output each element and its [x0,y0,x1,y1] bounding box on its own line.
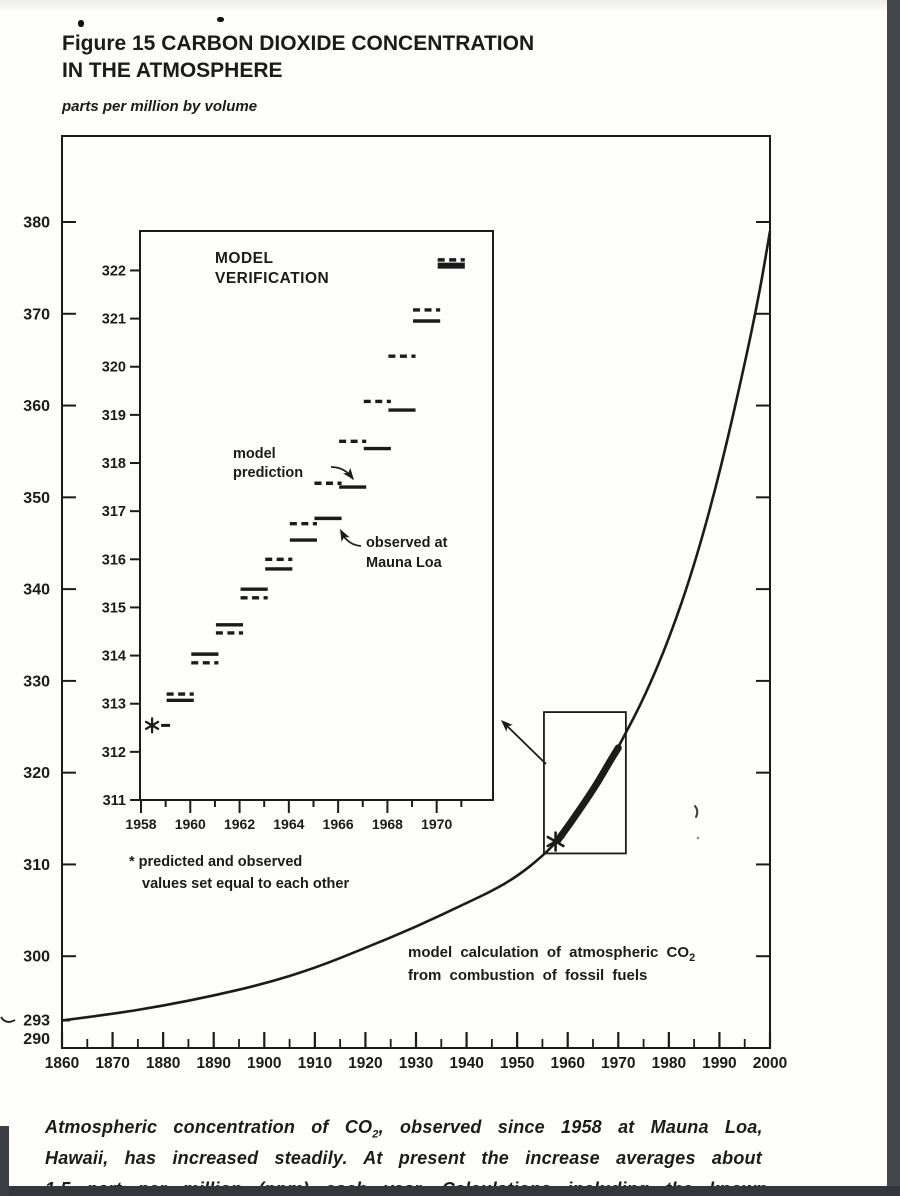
inset-y-tick-label: 317 [101,504,126,521]
main-x-tick-label: 1890 [196,1055,231,1072]
main-x-tick-label: 1980 [651,1055,687,1072]
inset-y-tick-label: 322 [101,263,126,280]
inset-frame [140,231,493,800]
scan-dark-edge-left [0,1126,9,1196]
observed-label-line2: Mauna Loa [366,555,442,571]
footnote-line1: * predicted and observed [129,854,303,870]
figure-title-line1: Figure 15 CARBON DIOXIDE CONCENTRATION [62,32,535,55]
observed-label-line1: observed at [366,535,448,551]
scan-artifacts [695,806,699,839]
inset-y-tick-label: 312 [101,744,126,761]
main-y-tick-label: 360 [23,398,50,416]
main-x-tick-label: 1920 [348,1055,383,1072]
main-x-tick-label: 1960 [550,1055,585,1072]
inset-y-tick-label: 319 [101,407,126,424]
main-x-tick-label: 1880 [145,1055,181,1072]
main-x-tick-label: 1930 [398,1055,434,1072]
model-prediction-label-line1: model [233,446,276,462]
inset-y-tick-label: 313 [101,696,126,713]
inset-title-line2: VERIFICATION [215,270,330,287]
curve-annotation-line1: model calculation of atmospheric $CO_2$ [408,944,696,964]
caption-line-1: Atmospheric concentration of $CO_2$, observed since 1958 at Mauna Loa, [45,1117,763,1141]
caption-co2-subscript: 2 [372,1128,379,1141]
main-x-tick-label: 1870 [95,1055,130,1072]
inset-x-axis [125,800,461,832]
main-x-axis [45,1032,787,1072]
y-axis-unit-label: parts per million by volume [62,98,258,115]
main-x-tick-label: 1900 [247,1055,282,1072]
figure-title-line2: IN THE ATMOSPHERE [62,59,283,82]
main-y-tick-label: 370 [23,306,50,324]
inset-y-tick-label: 316 [101,552,126,569]
caption-line-2: Hawaii, has increased steadily. At present the increase averages about [45,1148,762,1168]
main-y-tick-label: 300 [23,948,50,966]
inset-x-tick-label: 1964 [273,816,305,832]
inset-y-tick-label: 314 [101,648,126,665]
inset-y-tick-label: 311 [102,793,126,809]
model-prediction-label-line2: prediction [233,465,304,481]
inset-footnote [129,854,349,892]
main-y-tick-label: 310 [23,856,50,874]
observed-thick-segment [558,748,619,841]
inset-x-tick-label: 1966 [322,816,354,832]
scan-dark-edge-bottom [0,1186,900,1196]
scan-dark-edge-right [887,0,900,1196]
main-y-tick-label: 320 [23,765,50,783]
main-x-tick-label: 1950 [499,1055,535,1072]
main-y-tick-label: 290 [23,1031,50,1048]
main-x-tick-label: 1860 [44,1055,80,1072]
zoom-arrow [498,717,546,764]
inset-y-tick-label: 320 [101,359,126,376]
main-x-tick-label: 2000 [752,1055,788,1072]
curve-annotation-line2: from combustion of fossil fuels [408,967,648,984]
main-y-tick-label: 380 [23,214,50,232]
main-x-tick-label: 1970 [601,1055,636,1072]
main-x-tick-label: 1910 [297,1055,333,1072]
inset-x-tick-label: 1968 [371,816,403,832]
inset-x-tick-label: 1970 [421,816,453,832]
inset-x-tick-label: 1958 [125,816,157,832]
curve-annotation [408,944,695,984]
inset-x-tick-label: 1960 [174,816,206,832]
main-x-tick-label: 1990 [702,1055,737,1072]
inset-x-tick-label: 1962 [223,816,256,832]
axis-break-squiggle [1,1017,15,1022]
main-y-tick-label: 340 [23,581,50,599]
main-y-tick-label: 293 [23,1012,50,1030]
inset-y-tick-label: 315 [101,600,126,617]
main-y-tick-label: 330 [23,673,50,691]
main-x-tick-label: 1940 [449,1055,484,1072]
figure-caption [45,1112,867,1196]
inset-y-tick-label: 321 [101,311,126,328]
inset-y-axis [102,263,140,809]
inset-title-line1: MODEL [215,250,274,267]
main-y-tick-label: 350 [23,489,50,507]
footnote-line2: values set equal to each other [142,876,350,892]
inset-y-tick-label: 318 [101,456,126,473]
